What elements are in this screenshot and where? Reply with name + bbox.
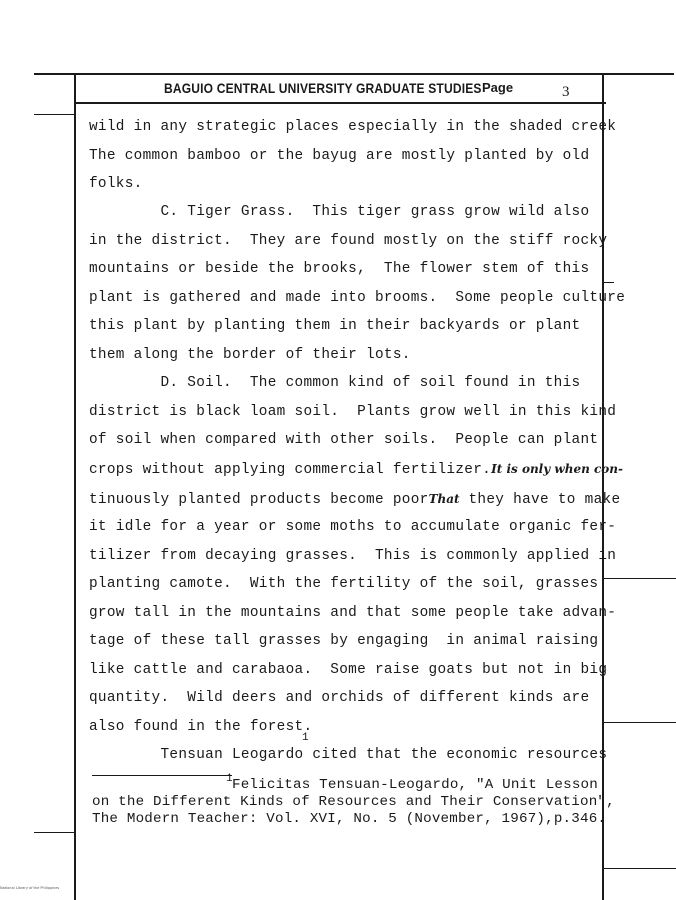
body-line	[89, 147, 589, 165]
footnote-separator	[92, 775, 232, 776]
body-line-text: grow tall in the mountains and that some people take advan-	[89, 605, 617, 621]
right-edge-tick-4	[604, 282, 614, 283]
body-line	[89, 431, 598, 449]
body-line-text: quantity. Wild deers and orchids of different kinds are	[89, 690, 590, 706]
left-edge-tick-2	[34, 832, 74, 833]
body-line-text: mountains or beside the brooks, The flower stem of this	[89, 261, 590, 277]
body-line	[89, 232, 607, 250]
left-edge-tick-1	[34, 114, 74, 115]
body-line	[89, 632, 598, 650]
body-line-text: in the district. They are found mostly on the stiff rocky	[89, 233, 608, 249]
body-line-text: district is black loam soil. Plants grow well in this kind	[89, 404, 617, 420]
footnote-marker: 1	[226, 773, 233, 785]
header-rule	[74, 102, 606, 104]
body-line-text: like cattle and carabaoa. Some raise goats but not in big	[89, 662, 608, 678]
body-line-text: Tensuan Leogardo cited that the economic resources	[89, 747, 608, 763]
footnote-marker-in-text: 1	[302, 732, 309, 744]
body-line	[89, 175, 143, 193]
body-line	[89, 118, 616, 136]
body-line	[89, 547, 616, 565]
body-line	[89, 260, 589, 278]
body-line	[89, 403, 616, 421]
body-line-text: planting camote. With the fertility of the soil, grasses	[89, 576, 599, 592]
body-line-text: of soil when compared with other soils. People can plant	[89, 432, 599, 448]
body-line	[89, 575, 598, 593]
body-line-text: them along the border of their lots.	[89, 347, 411, 363]
body-line-text: tilizer from decaying grasses. This is commonly applied in	[89, 548, 617, 564]
right-edge-tick-1	[604, 578, 676, 579]
body-line-text: also found in the forest.	[89, 719, 313, 735]
body-line-text: folks.	[89, 176, 143, 192]
page-header-title: BAGUIO CENTRAL UNIVERSITY GRADUATE STUDIES	[164, 80, 482, 96]
handwritten-insertion: It is only when con-	[491, 462, 623, 476]
body-line-text: this plant by planting them in their backyards or plant	[89, 318, 581, 334]
footnote-line: Felicitas Tensuan-Leogardo, "A Unit Lesson	[232, 777, 598, 793]
body-line-text: D. Soil. The common kind of soil found in this	[89, 375, 581, 391]
body-line	[89, 346, 411, 364]
body-line-text: plant is gathered and made into brooms. Some people culture	[89, 290, 626, 306]
top-rule	[34, 73, 674, 75]
body-line	[89, 374, 580, 392]
left-margin-line	[74, 74, 76, 900]
right-edge-tick-3	[604, 868, 676, 869]
body-line	[89, 317, 580, 335]
page-label: Page	[482, 80, 514, 95]
body-line	[89, 289, 625, 307]
right-edge-tick-2	[604, 722, 676, 723]
right-margin-line	[602, 74, 604, 900]
body-line-text: The common bamboo or the bayug are mostly planted by old	[89, 148, 590, 164]
footnote-line: The Modern Teacher: Vol. XVI, No. 5 (November, 1967),p.346.	[92, 811, 607, 827]
body-line	[89, 689, 589, 707]
body-line	[89, 518, 616, 536]
handwritten-insertion: That	[428, 492, 460, 506]
body-line	[89, 746, 607, 764]
body-line	[89, 460, 623, 479]
body-line-text: tinuously planted products become poor	[89, 492, 429, 508]
page-number: 3	[562, 84, 570, 100]
footnote-line: on the Different Kinds of Resources and Their Conservation",	[92, 794, 615, 810]
body-line-text: tage of these tall grasses by engaging in animal raising	[89, 633, 599, 649]
body-line	[89, 718, 312, 736]
body-line-tail: they have to make	[459, 492, 621, 508]
body-line	[89, 490, 620, 509]
body-line-text: crops without applying commercial fertilizer.	[89, 462, 492, 478]
scan-stamp: National Library of the Philippines	[0, 886, 60, 890]
body-line	[89, 203, 589, 221]
body-line	[89, 604, 616, 622]
body-line-text: it idle for a year or some moths to accumulate organic fer-	[89, 519, 617, 535]
body-line	[89, 661, 607, 679]
body-line-text: C. Tiger Grass. This tiger grass grow wild also	[89, 204, 590, 220]
body-line-text: wild in any strategic places especially in the shaded creek	[89, 119, 617, 135]
